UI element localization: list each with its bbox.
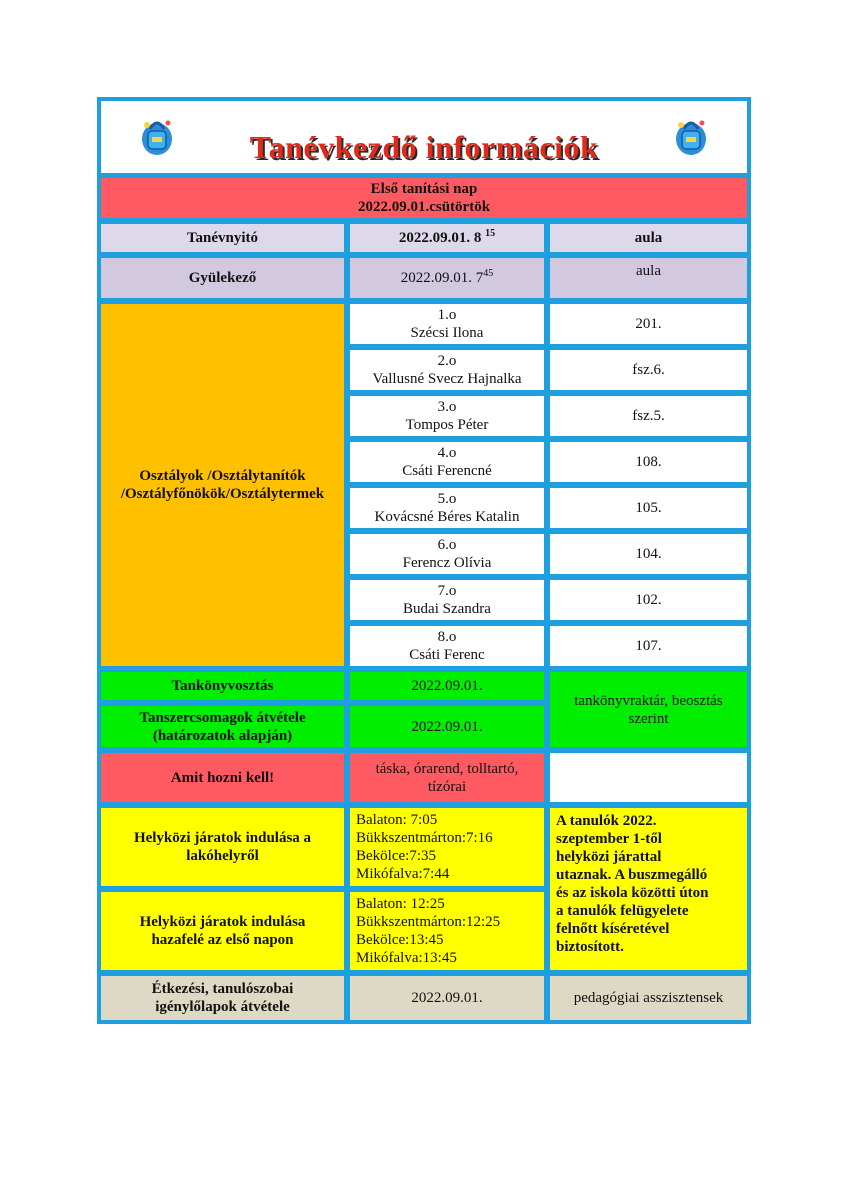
bus-morning-times: Balaton: 7:05 Bükkszentmárton:7:16 Bekölce:7:35 Mikófalva:7:44 — [350, 808, 544, 886]
bus-morning-label: Helyközi járatok indulása a lakóhelyről — [101, 808, 344, 886]
meals-label: Étkezési, tanulószobai igénylőlapok átvétele — [101, 976, 344, 1020]
room-2: fsz.6. — [550, 350, 747, 390]
opening-date: 2022.09.01. 8 $^{15}$ — [350, 224, 544, 252]
class-row-7: 7.o Budai Szandra — [350, 580, 544, 620]
opening-label: Tanévnyitó — [101, 224, 344, 252]
bus-home-times: Balaton: 12:25 Bükkszentmárton:12:25 Bekölce:13:45 Mikófalva:13:45 — [350, 892, 544, 970]
supplies-date: 2022.09.01. — [350, 706, 544, 747]
room-8: 107. — [550, 626, 747, 666]
class-row-2: 2.o Vallusné Svecz Hajnalka — [350, 350, 544, 390]
first-day-row — [101, 178, 747, 218]
class-row-1: 1.o Szécsi Ilona — [350, 304, 544, 344]
class-row-6: 6.o Ferencz Olívia — [350, 534, 544, 574]
class-row-3: 3.o Tompos Péter — [350, 396, 544, 436]
room-1: 201. — [550, 304, 747, 344]
books-date: 2022.09.01. — [350, 672, 544, 700]
bring-label: Amit hozni kell! — [101, 753, 344, 802]
class-row-5: 5.o Kovácsné Béres Katalin — [350, 488, 544, 528]
books-place: tankönyvraktár, beosztás szerint — [550, 672, 747, 747]
supplies-label: Tanszercsomagok átvétele (határozatok alapján) — [101, 706, 344, 747]
meals-date: 2022.09.01. — [350, 976, 544, 1020]
gathering-label: Gyülekező — [101, 258, 344, 298]
opening-place: aula — [550, 224, 747, 252]
room-4: 108. — [550, 442, 747, 482]
first-day-date: 2022.09.01.csütörtök — [357, 199, 491, 215]
books-label: Tankönyvosztás — [101, 672, 344, 700]
room-6: 104. — [550, 534, 747, 574]
gathering-place: aula — [550, 258, 747, 298]
school-bag-logo-right-icon — [669, 113, 713, 159]
room-5: 105. — [550, 488, 747, 528]
class-row-8: 8.o Csáti Ferenc — [350, 626, 544, 666]
meals-place: pedagógiai asszisztensek — [550, 976, 747, 1020]
gathering-date: 2022.09.01. $7^{45}$ — [350, 258, 544, 298]
info-table — [97, 97, 751, 1024]
title-row — [101, 101, 747, 173]
bring-items: táska, órarend, tolltartó, tízórai — [350, 753, 544, 802]
first-day-label: Első tanítási nap — [370, 181, 478, 197]
room-3: fsz.5. — [550, 396, 747, 436]
page-title: Tanévkezdő információk — [249, 129, 599, 165]
class-row-4: 4.o Csáti Ferencné — [350, 442, 544, 482]
room-7: 102. — [550, 580, 747, 620]
classes-label: Osztályok /Osztálytanítók /Osztályfőnökök/Osztálytermek — [101, 304, 344, 666]
bus-home-label: Helyközi járatok indulása hazafelé az első napon — [101, 892, 344, 970]
bring-empty — [550, 753, 747, 802]
bus-note: A tanulók 2022. szeptember 1-től helyközi járattal utaznak. A buszmegálló és az iskola közötti úton a tanulók felügyelete felnőtt kíséretével biztosított. — [550, 808, 747, 970]
